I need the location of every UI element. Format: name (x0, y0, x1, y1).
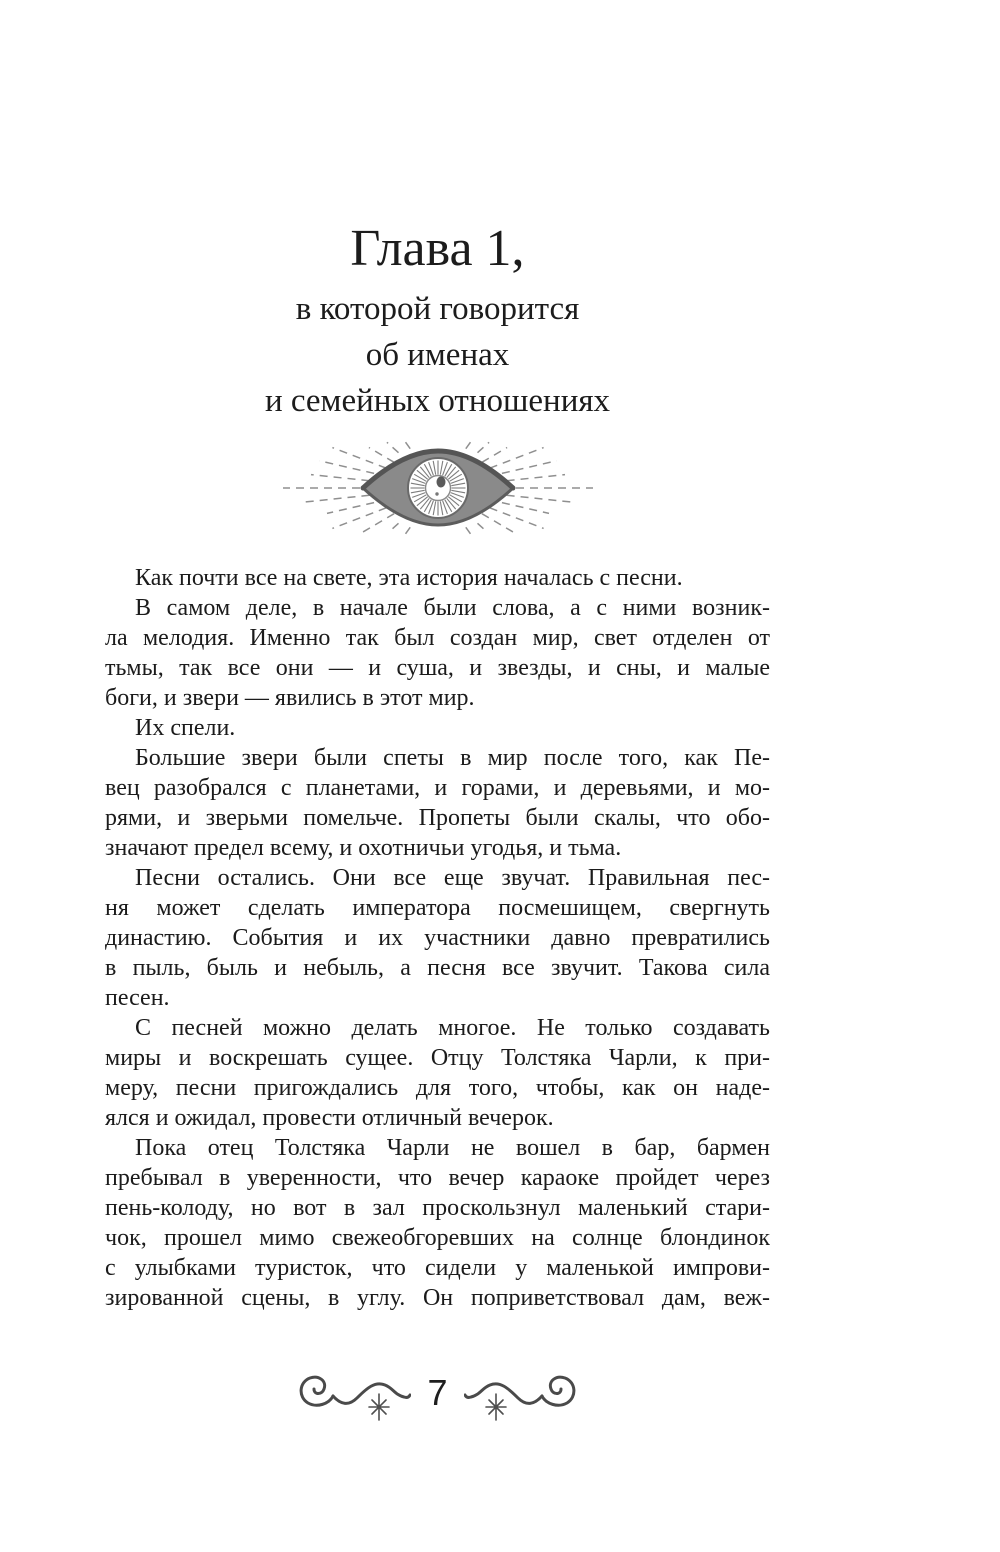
text-line: Их спели. (135, 715, 236, 742)
text-line: Пока отец Толстяка Чарли не вошел в бар, бармен (135, 1135, 770, 1162)
text-line: Песни остались. Они все еще звучат. Правильная пес- (135, 865, 770, 892)
all-seeing-eye-icon (273, 438, 603, 550)
paragraph (105, 713, 770, 743)
text-line: вец разобрался с планетами, и горами, и деревьями, и мо- (105, 775, 770, 802)
paragraph (105, 593, 770, 713)
text-line: в пыль, быль и небыль, а песня все звучит. Такова сила (105, 955, 770, 982)
text-line: В самом деле, в начале были слова, а с ними возник- (135, 595, 770, 622)
text-line: меру, песни пригождались для того, чтобы, как он наде- (105, 1075, 770, 1102)
text-line: зированной сцены, в углу. Он поприветствовал дам, веж- (105, 1285, 770, 1312)
text-line: династию. События и их участники давно превратились (105, 925, 770, 952)
subtitle-line: в которой говорится (295, 291, 580, 328)
text-line: с улыбками туристок, что сидели у маленькой импрови- (105, 1255, 770, 1282)
text-line: песен. (105, 985, 170, 1012)
flourish-spiral (302, 1377, 334, 1405)
paragraph (105, 1133, 770, 1313)
star-icon (486, 1394, 506, 1420)
text-line: боги, и звери — явились в этот мир. (105, 685, 475, 712)
text-line: миры и воскрешать сущее. Отцу Толстяка Чарли, к при- (105, 1045, 770, 1072)
chapter-subtitle (105, 286, 770, 424)
text-line: Как почти все на свете, эта история началась с песни. (135, 565, 683, 592)
flourish-left-icon (293, 1362, 411, 1424)
text-line: Большие звери были спеты в мир после того, как Пе- (135, 745, 770, 772)
eye-pupil (436, 477, 445, 488)
text-line: чок, прошел мимо свежеобгоревших на солнце блондинок (105, 1225, 770, 1252)
page-number: 7 (427, 1372, 448, 1413)
paragraph (105, 1013, 770, 1133)
text-line: С песней можно делать многое. Не только создавать (135, 1015, 770, 1042)
star-icon (369, 1394, 389, 1420)
page-footer (105, 1362, 770, 1424)
chapter-ornament (105, 438, 770, 555)
subtitle-line: и семейных отношениях (264, 383, 611, 420)
text-line: рями, и зверьми помельче. Пропеты были скалы, что обо- (105, 805, 770, 832)
chapter-title: Глава 1, (350, 220, 525, 277)
flourish-spiral (542, 1377, 574, 1405)
flourish-right-icon (464, 1362, 582, 1424)
text-line: значают предел всему, и охотничьи угодья, и тьма. (105, 835, 622, 862)
subtitle-line: об именах (365, 337, 510, 374)
text-column (105, 0, 770, 1313)
paragraph (105, 743, 770, 863)
text-line: ла мелодия. Именно так был создан мир, свет отделен от (105, 625, 770, 652)
text-line: тьмы, так все они — и суша, и звезды, и сны, и малые (105, 655, 770, 682)
eye-pupil-dot (435, 493, 438, 496)
text-line: ялся и ожидал, провести отличный вечерок. (105, 1105, 554, 1132)
paragraph (105, 863, 770, 1013)
text-line: пребывал в уверенности, что вечер караоке пройдет через (105, 1165, 770, 1192)
text-line: ня может сделать императора посмешищем, свергнуть (105, 895, 770, 922)
paragraph (105, 563, 770, 593)
body-text (105, 563, 770, 1313)
text-line: пень-колоду, но вот в зал проскользнул маленький стари- (105, 1195, 770, 1222)
